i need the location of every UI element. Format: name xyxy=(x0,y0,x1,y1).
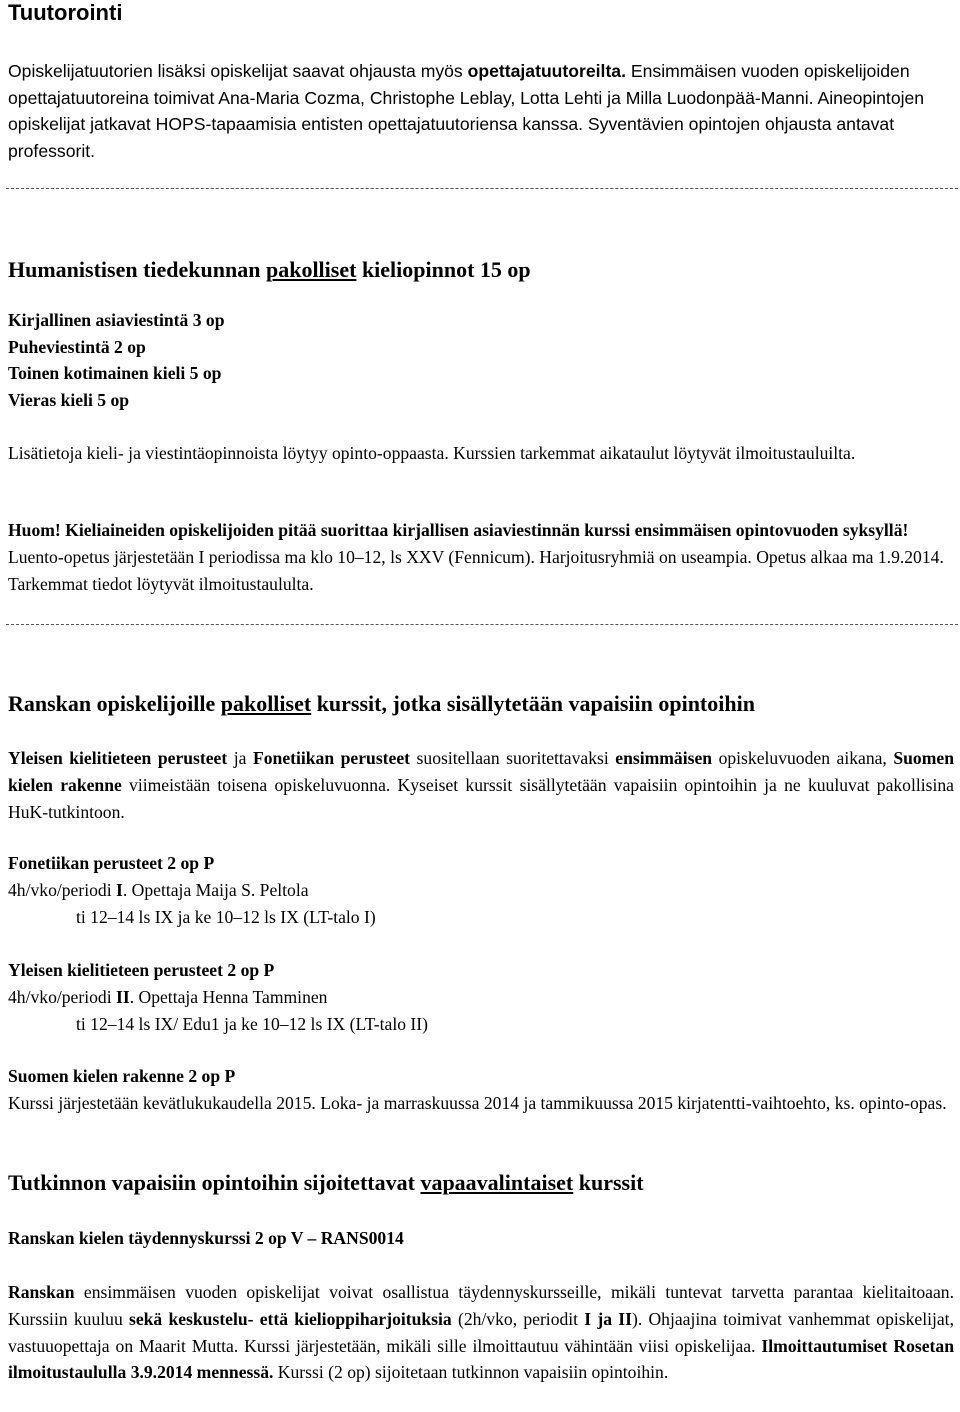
list-item: Toinen kotimainen kieli 5 op xyxy=(8,363,222,384)
course-title: Fonetiikan perusteet 2 op P xyxy=(8,853,215,873)
course-schedule: 4h/vko/periodi II. Opettaja Henna Tamminen xyxy=(8,986,328,1007)
course-times: ti 12–14 ls IX ja ke 10–12 ls IX (LT-talo I) xyxy=(76,906,376,927)
section-divider xyxy=(6,188,958,189)
info-paragraph: Lisätietoja kieli- ja viestintäopinnoista löytyy opinto-oppaasta. Kurssien tarkemmat aikataulut löytyvät ilmoitustauluilta. xyxy=(8,443,856,463)
course-schedule: 4h/vko/periodi I. Opettaja Maija S. Peltola xyxy=(8,879,309,900)
ranska-intro-paragraph: Yleisen kielitieteen perusteet ja Fonetiikan perusteet suositellaan suoritettavaksi ensimmäisen opiskeluvuoden aikana, Suomen kielen rakenne viimeistään toisena opiskeluvuonna. Kyseiset kurssit sisällytetään vapaisiin opintoihin ja ne kuuluvat pakollisina HuK-tutkintoon. xyxy=(8,748,954,822)
section-title-ranska: Ranskan opiskelijoille pakolliset kurssit, jotka sisällytetään vapaisiin opintoihin xyxy=(8,691,755,716)
course-title: Ranskan kielen täydennyskurssi 2 op V – RANS0014 xyxy=(8,1228,404,1248)
course-title: Suomen kielen rakenne 2 op P xyxy=(8,1066,236,1086)
list-item: Puheviestintä 2 op xyxy=(8,336,146,357)
course-fonetiikka xyxy=(8,850,954,930)
section-divider xyxy=(6,624,958,625)
section-title-tuutorointi: Tuutorointi xyxy=(8,0,123,25)
course-description: Kurssi järjestetään kevätlukukaudella 2015. Loka- ja marraskuussa 2014 ja tammikuussa 2015 kirjatentti-vaihtoehto, ks. opinto-opas. xyxy=(8,1092,947,1113)
list-item: Kirjallinen asiaviestintä 3 op xyxy=(8,310,225,330)
course-description: Ranskan ensimmäisen vuoden opiskelijat voivat osallistua täydennyskursseille, mikäli tuntevat tarvetta parantaa kielitaitoaan. Kurssiin kuuluu sekä keskustelu- että kielioppiharjoituksia (2h/vko, periodit I ja II). Ohjaajina toimivat vanhemmat opiskelijat, vastuuopettaja on Maarit Mutta. Kurssi järjestetään, mikäli sille ilmoittautuu vähintään viisi opiskelijaa. Ilmoittautumiset Rosetan ilmoitustaululla 3.9.2014 mennessä. Kurssi (2 op) sijoitetaan tutkinnon vapaisiin opintoihin. xyxy=(8,1282,955,1383)
note-paragraph: Huom! Kieliaineiden opiskelijoiden pitää suorittaa kirjallisen asiaviestinnän kurssi ensimmäisen opintovuoden syksyllä! Luento-opetus järjestetään I periodissa ma klo 10–12, ls XXV (Fennicum). Harjoitusryhmiä on useampia. Opetus alkaa ma 1.9.2014. Tarkemmat tiedot löytyvät ilmoitustaululta. xyxy=(8,520,944,594)
section-title-kieliopinnot: Humanistisen tiedekunnan pakolliset kieliopinnot 15 op xyxy=(8,257,531,282)
tuutorointi-paragraph: Opiskelijatuutorien lisäksi opiskelijat saavat ohjausta myös opettajatuutoreilta. Ensimmäisen vuoden opiskelijoiden opettajatuutoreina toimivat Ana-Maria Cozma, Christophe Leblay, Lotta Lehti ja Milla Luodonpää-Manni. Aineopintojen opiskelijat jatkavat HOPS-tapaamisia entisten opettajatuutoriensa kanssa. Syventävien opintojen ohjausta antavat professorit. xyxy=(8,61,925,162)
list-item: Vieras kieli 5 op xyxy=(8,389,130,410)
course-title: Yleisen kielitieteen perusteet 2 op P xyxy=(8,960,275,980)
required-courses-list xyxy=(8,307,954,413)
section-title-vapaavalintaiset: Tutkinnon vapaisiin opintoihin sijoitettavat vapaavalintaiset kurssit xyxy=(8,1170,644,1195)
course-times: ti 12–14 ls IX/ Edu1 ja ke 10–12 ls IX (LT-talo II) xyxy=(76,1013,428,1034)
course-suomen-kielen-rakenne xyxy=(8,1063,954,1117)
course-yleinen-kielitiede xyxy=(8,957,954,1037)
